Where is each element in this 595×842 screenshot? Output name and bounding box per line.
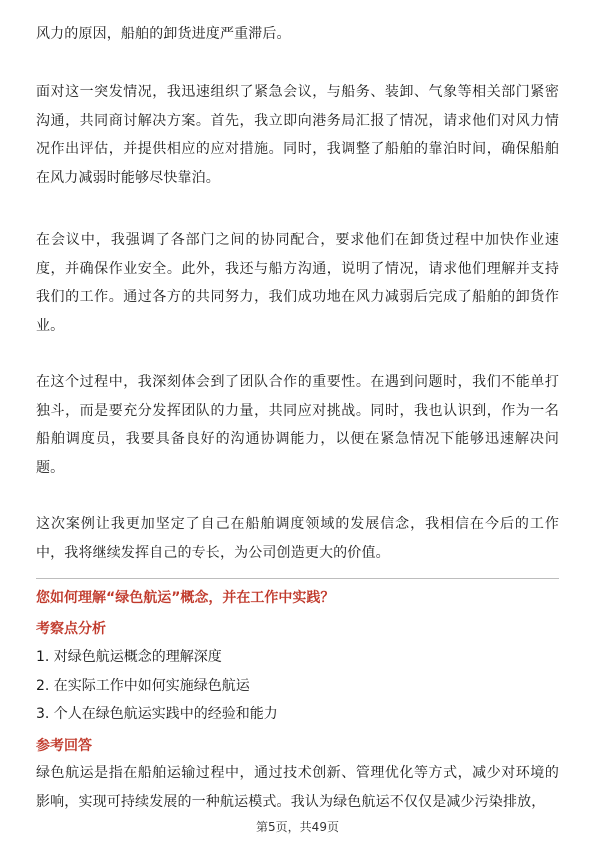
- list-item: 1. 对绿色航运概念的理解深度: [36, 649, 222, 665]
- answer-paragraph: 绿色航运是指在船舶运输过程中，通过技术创新、管理优化等方式，减少对环境的影响，实现可持续发展的一种航运模式。我认为绿色航运不仅仅是减少污染排放，: [36, 765, 559, 810]
- list-item: 3. 个人在绿色航运实践中的经验和能力: [36, 706, 278, 722]
- paragraph-coordination: 在会议中，我强调了各部门之间的协同配合，要求他们在卸货过程中加快作业速度，并确保作业安全。此外，我还与船方沟通，说明了情况，请求他们理解并支持我们的工作。通过各方的共同努力，我们成功地在风力减弱后完成了船舶的卸货作业。: [36, 232, 559, 334]
- paragraph-continued: 风力的原因，船舶的卸货进度严重滞后。: [36, 26, 291, 42]
- list-item: 2. 在实际工作中如何实施绿色航运: [36, 677, 250, 694]
- paragraph-emergency-meeting: 面对这一突发情况，我迅速组织了紧急会议，与船务、装卸、气象等相关部门紧密沟通，共同商讨解决方案。首先，我立即向港务局汇报了情况，请求他们对风力情况作出评估，并提供相应的应对措施。同时，我调整了船舶的靠泊时间，确保船舶在风力减弱时能够尽快靠泊。: [36, 84, 559, 186]
- paragraph-conclusion: 这次案例让我更加坚定了自己在船舶调度领域的发展信念，我相信在今后的工作中，我将继续发挥自己的专长，为公司创造更大的价值。: [36, 516, 559, 561]
- page-footer: 第5页，共49页: [256, 820, 339, 834]
- question-heading: 您如何理解“绿色航运”概念，并在工作中实践？: [36, 590, 335, 606]
- analysis-title: 考察点分析: [36, 621, 106, 637]
- answer-title: 参考回答: [36, 738, 92, 754]
- analysis-list: [36, 643, 278, 729]
- paragraph-teamwork: 在这个过程中，我深刻体会到了团队合作的重要性。在遇到问题时，我们不能单打独斗，而是要充分发挥团队的力量，共同应对挑战。同时，我也认识到，作为一名船舶调度员，我要具备良好的沟通协调能力，以便在紧急情况下能够迅速解决问题。: [36, 374, 559, 476]
- section-divider: [36, 578, 559, 579]
